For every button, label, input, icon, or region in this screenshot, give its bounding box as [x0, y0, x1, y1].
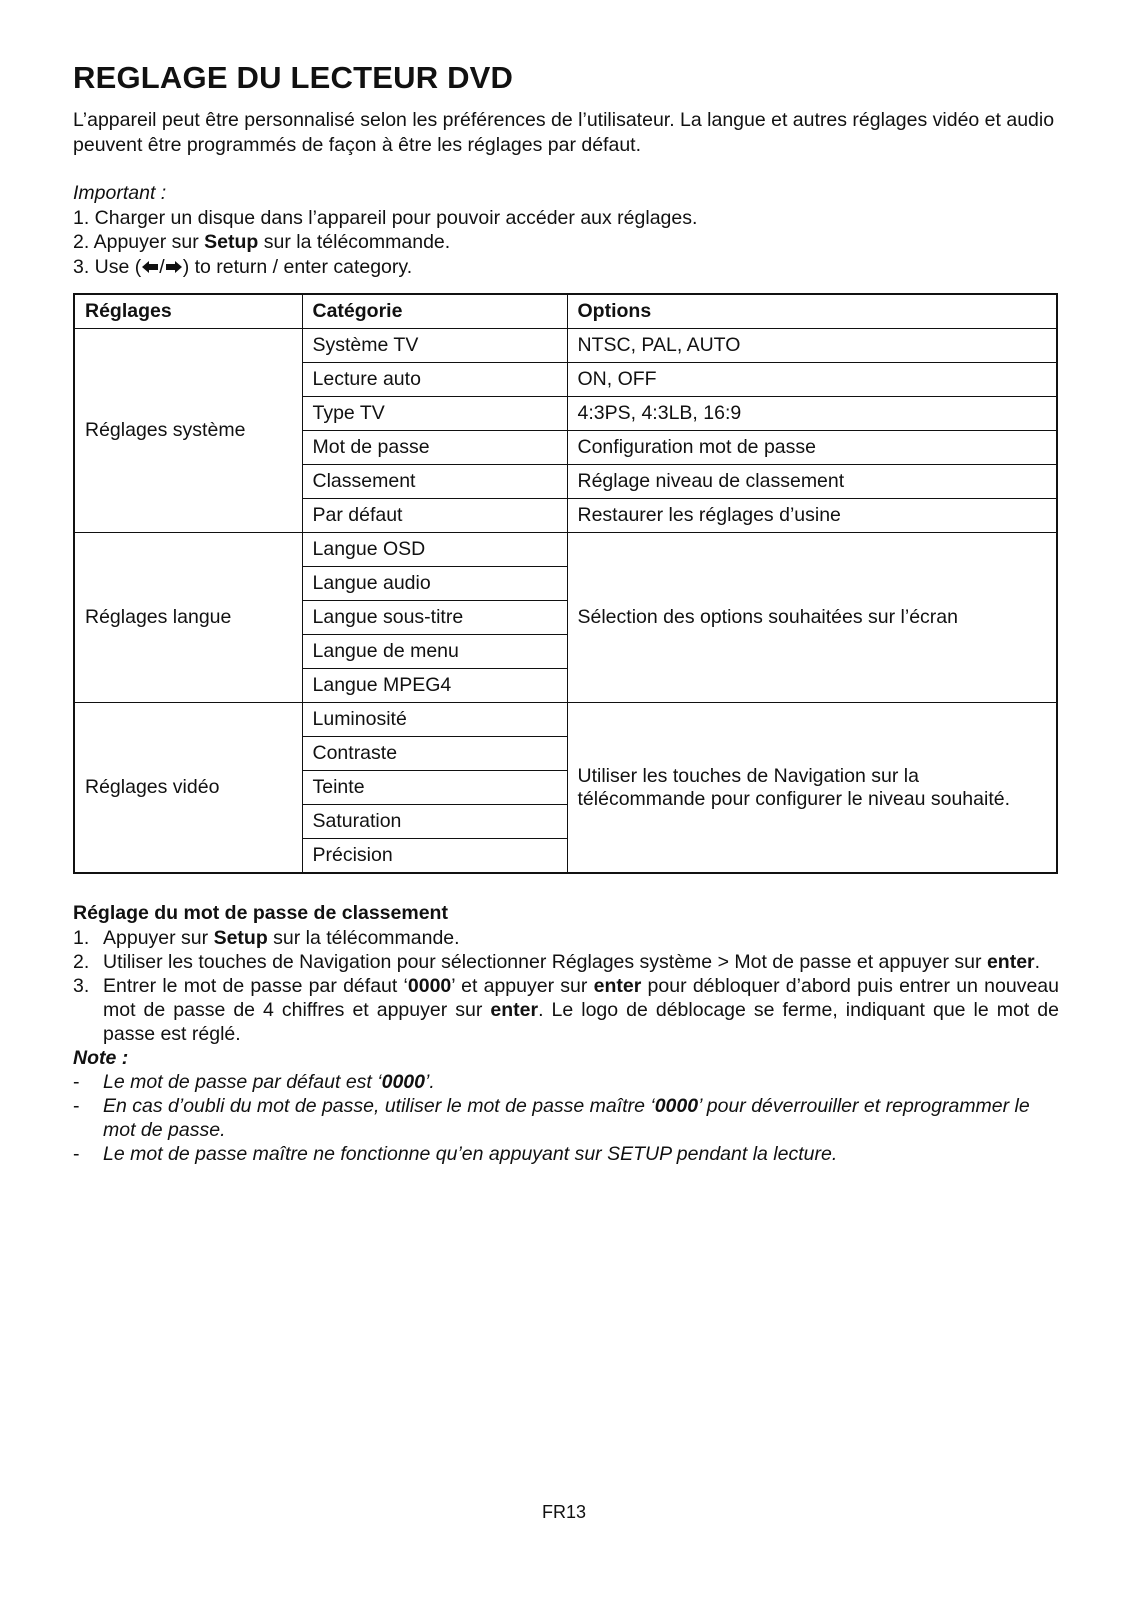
category-cell: Système TV: [302, 329, 567, 363]
list-item: [73, 974, 1059, 1046]
important-label: Important :: [73, 182, 167, 204]
default-password: 0000: [381, 1070, 425, 1093]
setup-keyword: Setup: [213, 926, 268, 949]
step-number: 3.: [73, 974, 90, 997]
category-cell: Teinte: [302, 771, 567, 805]
important-item-3-text-end: ) to return / enter category.: [182, 255, 413, 278]
enter-keyword: enter: [986, 950, 1035, 973]
category-cell: Langue OSD: [302, 533, 567, 567]
table-row: [74, 329, 1057, 363]
page-title: REGLAGE DU LECTEUR DVD: [73, 60, 514, 95]
category-cell: Langue MPEG4: [302, 669, 567, 703]
step-text: Entrer le mot de passe par défaut ‘: [103, 974, 408, 997]
step-number: 2.: [73, 950, 90, 973]
note-text: En cas d’oubli du mot de passe, utiliser le mot de passe maître ‘: [103, 1094, 655, 1117]
intro-paragraph: L’appareil peut être personnalisé selon les préférences de l’utilisateur. La langue et autres réglages vidéo et audio peuvent être programmés de façon à être les réglages par défaut.: [73, 109, 1055, 156]
password-section-title: Réglage du mot de passe de classement: [73, 902, 448, 924]
left-arrow-icon: [142, 261, 158, 273]
category-cell: Précision: [302, 839, 567, 874]
list-item: [73, 950, 1059, 974]
note-text-end: ’.: [424, 1070, 435, 1093]
right-arrow-icon: [166, 261, 182, 273]
important-item-3-text: 3. Use (: [73, 255, 142, 278]
enter-keyword: enter: [593, 974, 642, 997]
step-text-end: . Le logo de déblocage se ferme, indiquant que le mot de passe est réglé.: [103, 998, 1059, 1045]
password-steps: [73, 926, 1059, 1046]
dash-bullet: -: [73, 1094, 80, 1117]
header-reglages: Réglages: [74, 294, 302, 329]
category-cell: Langue de menu: [302, 635, 567, 669]
list-item: [73, 1094, 1059, 1142]
category-cell: Contraste: [302, 737, 567, 771]
group-reglages-langue: Réglages langue: [74, 533, 302, 703]
category-cell: Saturation: [302, 805, 567, 839]
category-cell: Type TV: [302, 397, 567, 431]
options-cell: Restaurer les réglages d’usine: [567, 499, 1057, 533]
note-text: Le mot de passe maître ne fonctionne qu’en appuyant sur SETUP pendant la lecture.: [103, 1142, 838, 1165]
table-row: [74, 533, 1057, 567]
page-number: FR13: [541, 1502, 586, 1522]
important-item-3: [73, 255, 1059, 280]
list-item: [73, 1142, 1059, 1166]
header-categorie: Catégorie: [302, 294, 567, 329]
category-cell: Par défaut: [302, 499, 567, 533]
options-cell-langue: Sélection des options souhaitées sur l’écran: [567, 533, 1057, 703]
options-cell: ON, OFF: [567, 363, 1057, 397]
options-cell: NTSC, PAL, AUTO: [567, 329, 1057, 363]
category-cell: Mot de passe: [302, 431, 567, 465]
important-item-2: [73, 230, 1059, 255]
group-reglages-systeme: Réglages système: [74, 329, 302, 533]
note-text: Le mot de passe par défaut est ‘: [103, 1070, 382, 1093]
step-text: Appuyer sur: [103, 926, 214, 949]
table-header-row: [74, 294, 1057, 329]
list-item: [73, 926, 1059, 950]
category-cell: Lecture auto: [302, 363, 567, 397]
important-item-1: 1. Charger un disque dans l’appareil pour pouvoir accéder aux réglages.: [73, 206, 698, 229]
category-cell: Langue audio: [302, 567, 567, 601]
important-block: [73, 181, 1059, 279]
note-text-end: ’ pour déverrouiller et reprogrammer le mot de passe.: [103, 1094, 1030, 1141]
setup-keyword: Setup: [204, 231, 259, 253]
table-row: [74, 703, 1057, 737]
dash-bullet: -: [73, 1070, 80, 1093]
options-cell: Réglage niveau de classement: [567, 465, 1057, 499]
default-password: 0000: [407, 974, 452, 997]
step-text-end: sur la télécommande.: [267, 926, 460, 949]
options-cell: 4:3PS, 4:3LB, 16:9: [567, 397, 1057, 431]
list-item: [73, 1070, 1059, 1094]
category-cell: Classement: [302, 465, 567, 499]
category-cell: Luminosité: [302, 703, 567, 737]
enter-keyword: enter: [490, 998, 539, 1021]
options-cell: Configuration mot de passe: [567, 431, 1057, 465]
notes-list: [73, 1070, 1059, 1166]
step-number: 1.: [73, 926, 90, 949]
group-reglages-video: Réglages vidéo: [74, 703, 302, 874]
step-text: ’ et appuyer sur: [451, 974, 594, 997]
important-item-2-text: 2. Appuyer sur: [73, 231, 205, 253]
note-label: Note :: [73, 1046, 129, 1069]
document-page: [73, 60, 1059, 1166]
dash-bullet: -: [73, 1142, 80, 1165]
important-item-2-text-end: sur la télécommande.: [258, 231, 451, 253]
arrow-separator: /: [159, 255, 165, 278]
settings-table: [73, 293, 1058, 874]
category-cell: Langue sous-titre: [302, 601, 567, 635]
step-text: Utiliser les touches de Navigation pour sélectionner Réglages système > Mot de passe et appuyer sur: [103, 950, 987, 973]
header-options: Options: [567, 294, 1057, 329]
step-text-end: .: [1034, 950, 1041, 973]
master-password: 0000: [654, 1094, 699, 1117]
step-text: pour débloquer d’abord puis entrer un nouveau mot de passe de 4 chiffres et appuyer sur: [103, 974, 1060, 1021]
options-cell-video: Utiliser les touches de Navigation sur la télécommande pour configurer le niveau souhaité.: [567, 703, 1057, 874]
